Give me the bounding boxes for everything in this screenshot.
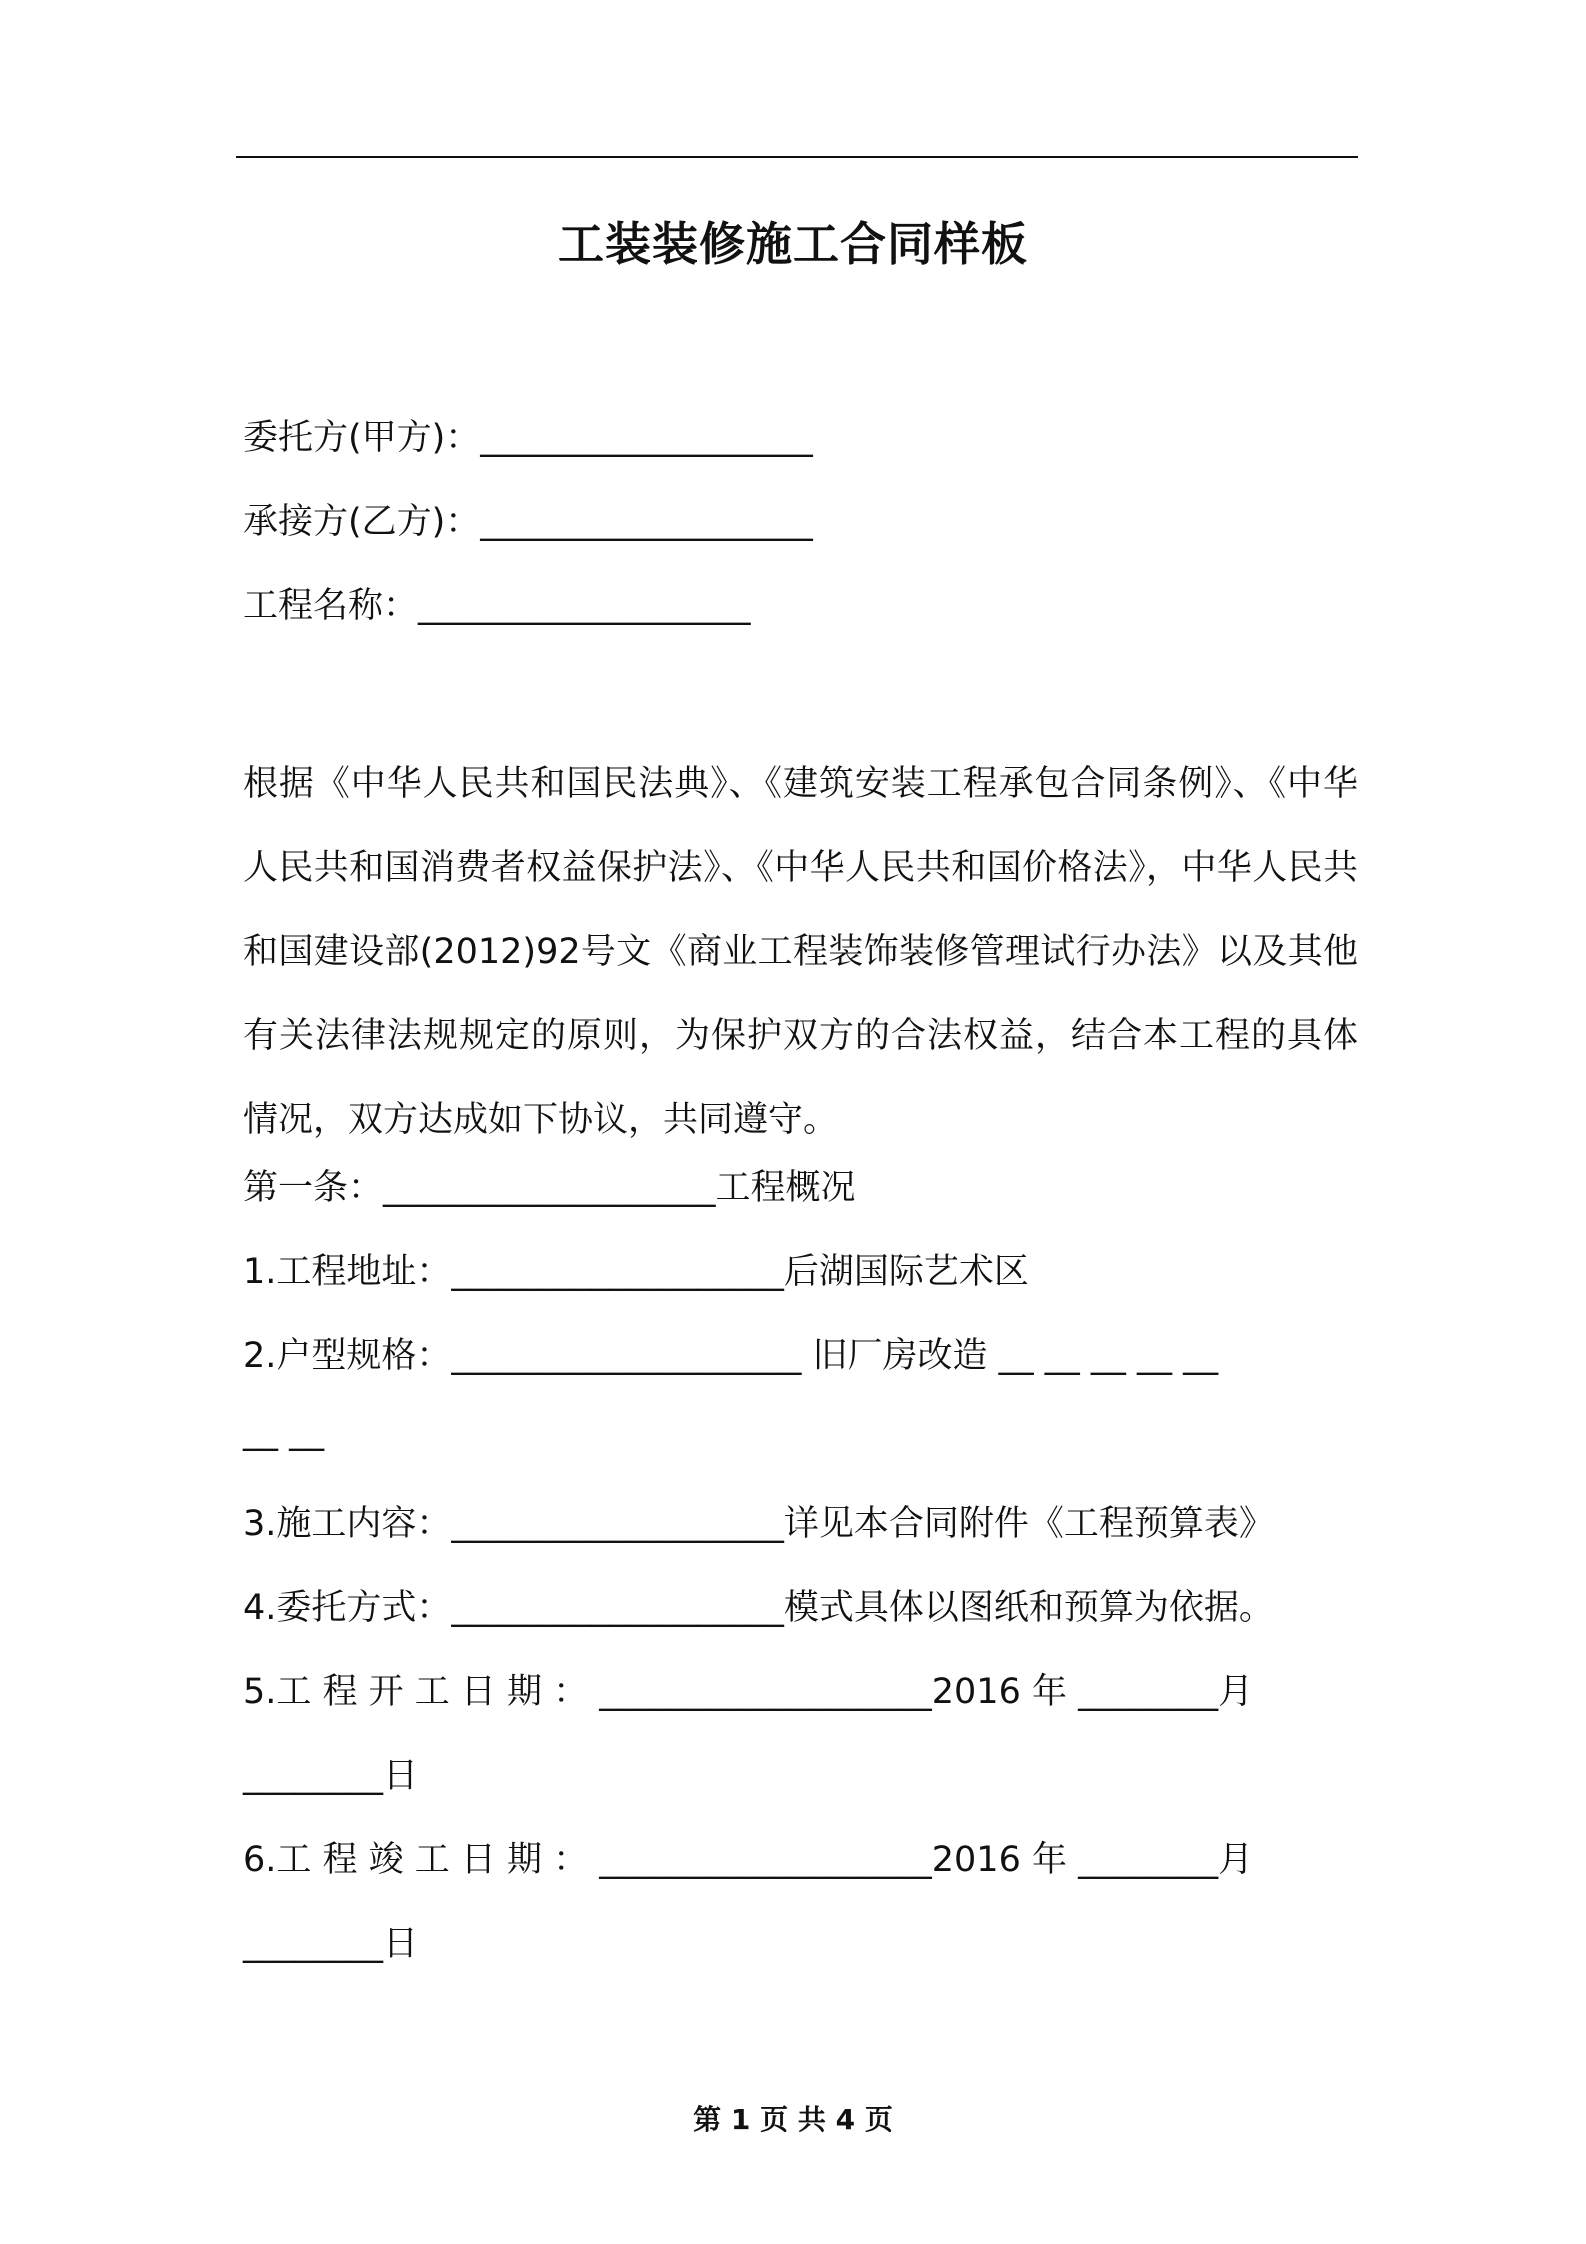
item-construction-content: 3.施工内容：___________________详见本合同附件《工程预算表》 bbox=[243, 1504, 1274, 1544]
project-name-line: 工程名称：___________________ bbox=[243, 586, 751, 626]
item-start-date: 5.工 程 开 工 日 期 ： ___________________2016 年 ________月 bbox=[243, 1672, 1254, 1712]
item-unit-spec: 2.户型规格：____________________ 旧厂房改造 __ __ __ __ __ bbox=[243, 1336, 1219, 1376]
document-title: 工装装修施工合同样板 bbox=[558, 217, 1028, 271]
item-completion-date-day: ________日 bbox=[243, 1924, 419, 1964]
header-rule bbox=[236, 156, 1358, 158]
page-footer: 第 1 页 共 4 页 bbox=[693, 2103, 893, 2136]
item-commission-method: 4.委托方式：___________________模式具体以图纸和预算为依据。 bbox=[243, 1588, 1274, 1628]
party-a-line: 委托方(甲方)：___________________ bbox=[243, 418, 813, 458]
article-1-heading: 第一条：___________________工程概况 bbox=[243, 1168, 856, 1208]
item-project-address: 1.工程地址：___________________后湖国际艺术区 bbox=[243, 1252, 1029, 1292]
preamble-paragraph: 根据《中华人民共和国民法典》、《建筑安装工程承包合同条例》、《中华人民共和国消费者权益保护法》、《中华人民共和国价格法》，中华人民共和国建设部(2012)92号文《商业工程装饰装修管理试行办法》以及其他有关法律法规规定的原则，为保护双方的合法权益，结合本工程的具体情况，双方达成如下协议，共同遵守。 bbox=[243, 764, 1358, 1140]
party-b-line: 承接方(乙方)：___________________ bbox=[243, 502, 813, 542]
item-completion-date: 6.工 程 竣 工 日 期 ： ___________________2016 年 ________月 bbox=[243, 1840, 1254, 1880]
item-start-date-day: ________日 bbox=[243, 1756, 419, 1796]
item-unit-spec-continued: __ __ bbox=[243, 1412, 325, 1452]
